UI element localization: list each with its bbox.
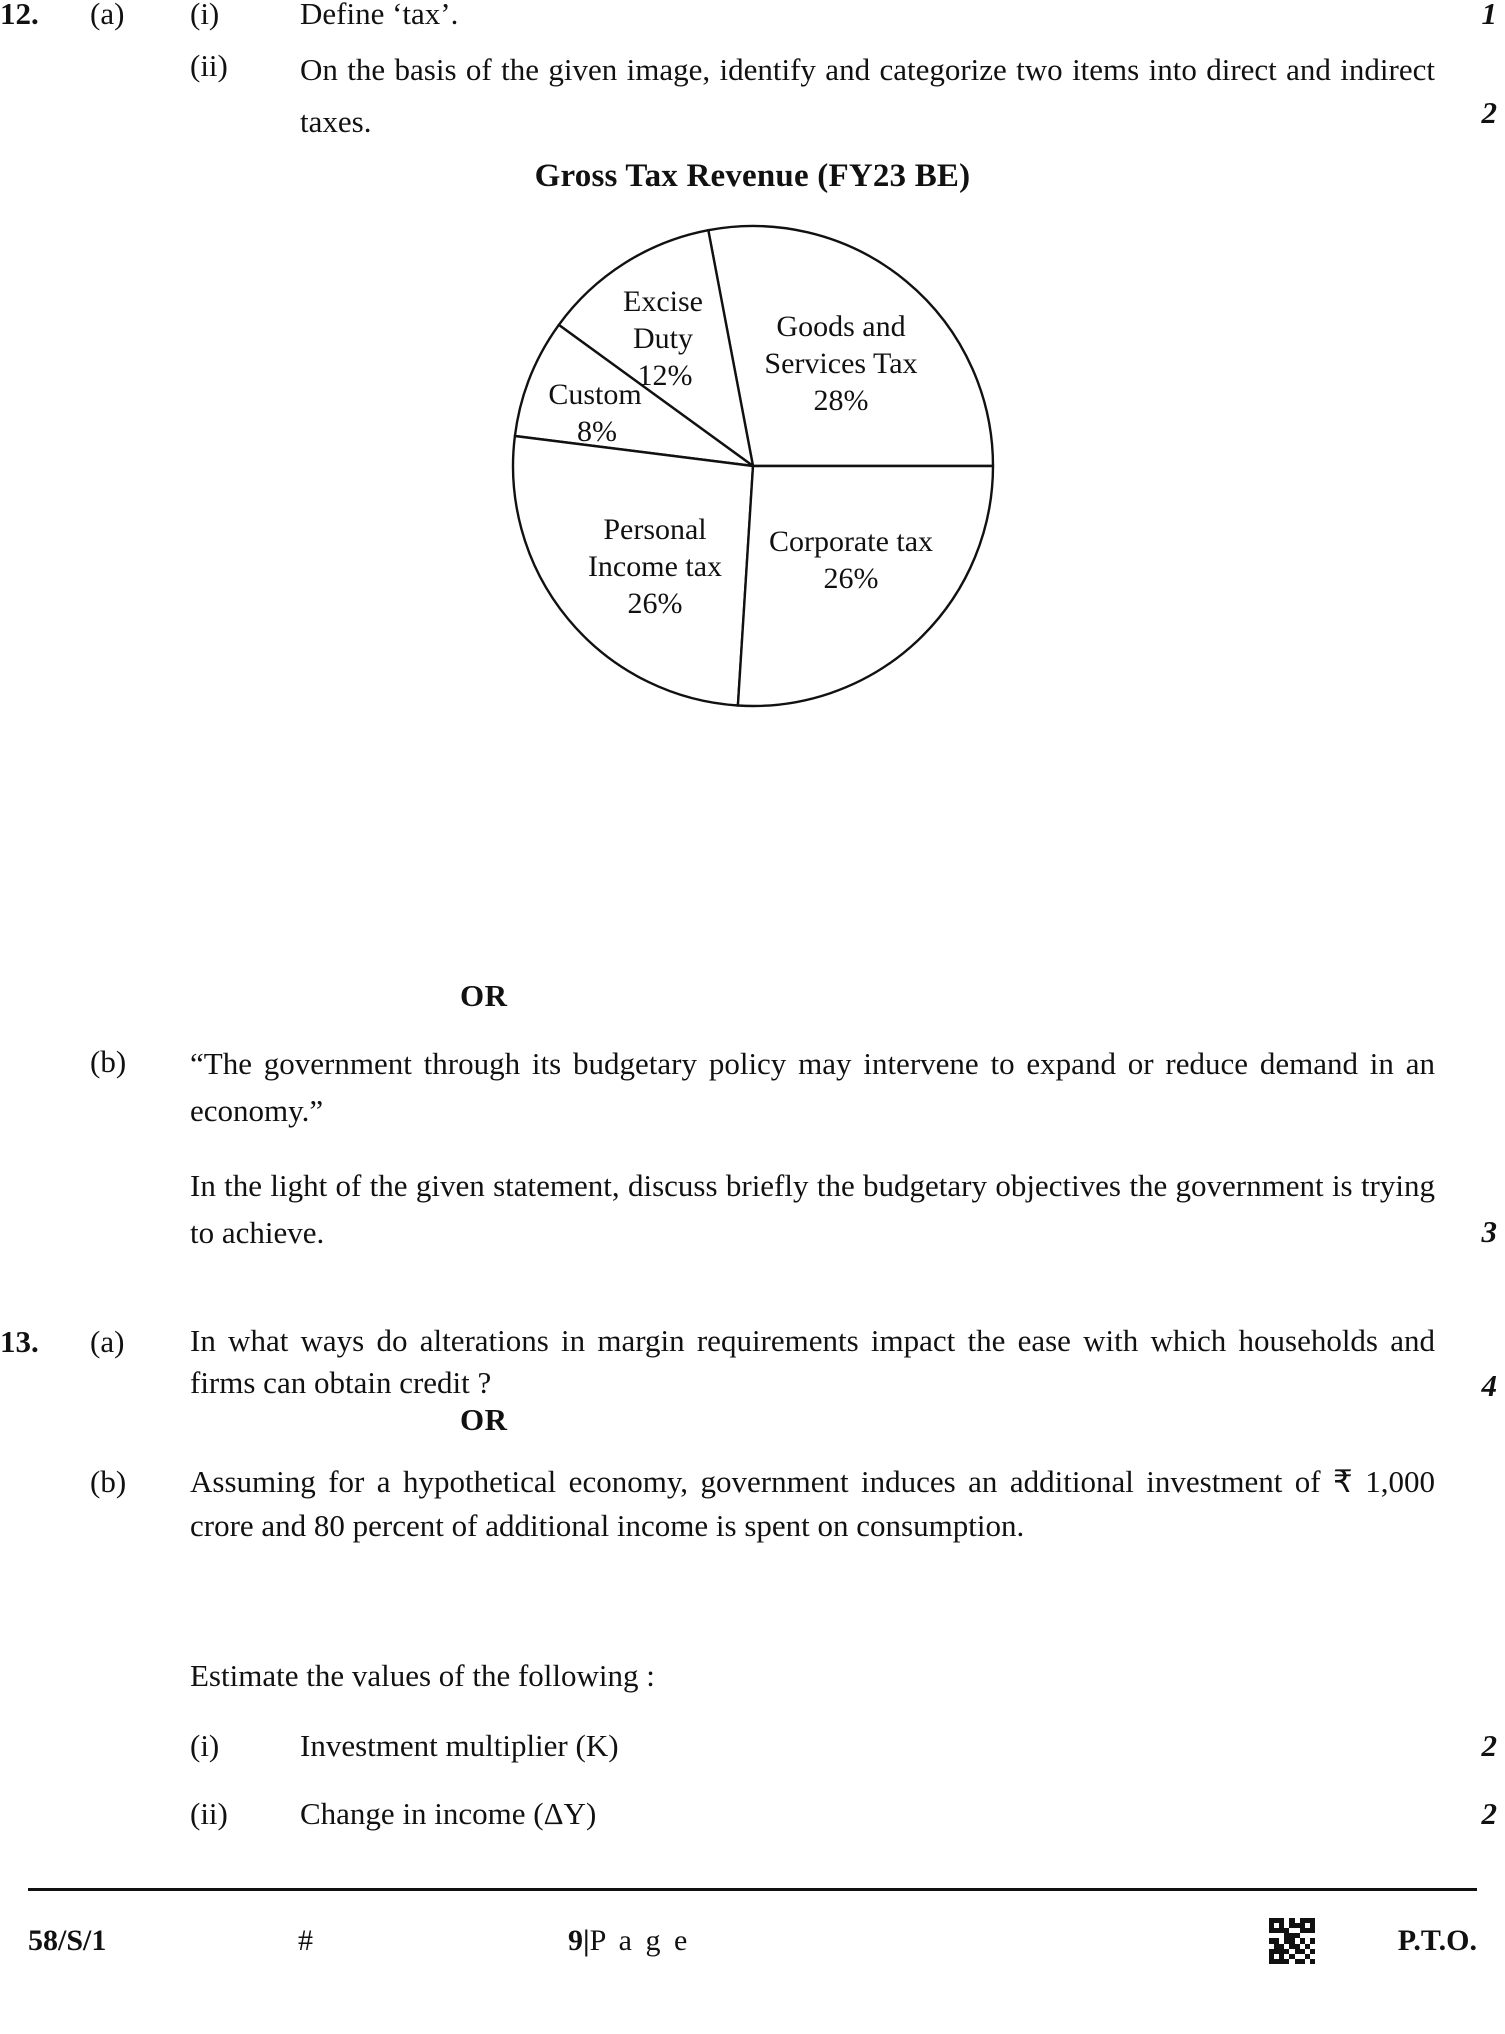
question-12-b-followup-text: In the light of the given statement, discuss briefly the budgetary objectives the government is trying to achieve. xyxy=(190,1168,1435,1251)
or-separator-1: OR xyxy=(460,978,508,1013)
page-footer xyxy=(28,1918,1477,1964)
question-12-a-ii xyxy=(0,44,1505,148)
question-12-b-followup xyxy=(0,1162,1505,1256)
page-number: 9 xyxy=(568,1924,583,1957)
pie-slice-goods-and-services-tax xyxy=(708,226,993,466)
page-separator: | xyxy=(583,1924,590,1957)
pto-label: P.T.O. xyxy=(1397,1924,1477,1957)
chart-title: Gross Tax Revenue (FY23 BE) xyxy=(534,158,971,194)
label-gst-line1: Goods and xyxy=(775,310,906,343)
question-13-b xyxy=(0,1460,1505,1548)
marks-12-a-i: 1 xyxy=(1481,0,1497,31)
question-13-b-prompt xyxy=(0,1654,1505,1699)
question-13-a xyxy=(0,1320,1505,1409)
question-number-13: 13. xyxy=(0,1324,39,1359)
question-12-b-quote: “The government through its budgetary policy may intervene to expand or reduce demand in an economy.” xyxy=(190,1046,1435,1129)
item-sub-ii: (ii) xyxy=(190,1796,228,1831)
marks-12-a-ii: 2 xyxy=(1481,95,1497,130)
question-12-a-i-text: Define ‘tax’. xyxy=(300,0,459,31)
question-13-b-item-ii xyxy=(0,1792,1505,1837)
item-ii-text: Change in income (ΔY) xyxy=(300,1796,597,1831)
question-12-a-i xyxy=(0,0,1505,37)
question-sub-i: (i) xyxy=(190,0,220,31)
question-13-part-b: (b) xyxy=(90,1464,127,1499)
question-13-a-text: In what ways do alterations in margin requirements impact the ease with which households and firms can obtain credit ? xyxy=(190,1323,1435,1401)
question-13-b-text: Assuming for a hypothetical economy, government induces an additional investment of ₹ 1,000 crore and 80 percent of additional income is spent on consumption. xyxy=(190,1464,1435,1544)
question-12-b xyxy=(0,1040,1505,1134)
page-indicator xyxy=(528,1924,1257,1958)
or-separator-2: OR xyxy=(460,1402,508,1437)
question-part-a: (a) xyxy=(90,0,125,31)
question-13-b-item-i xyxy=(0,1724,1505,1769)
paper-code: 58/S/1 xyxy=(28,1924,107,1957)
label-personal-line2: Income tax xyxy=(587,550,722,583)
question-13-part-a: (a) xyxy=(90,1324,125,1359)
label-excise-value: 12% xyxy=(637,359,692,392)
question-part-b: (b) xyxy=(90,1044,127,1079)
marks-13-b-i: 2 xyxy=(1481,1728,1497,1763)
pie-chart-container xyxy=(0,201,1505,731)
qr-code-wrapper xyxy=(1257,1918,1327,1964)
marks-13-a: 4 xyxy=(1481,1368,1497,1403)
hash-mark: # xyxy=(298,1924,313,1957)
item-sub-i: (i) xyxy=(190,1728,220,1763)
gross-tax-revenue-chart xyxy=(0,158,1505,731)
label-personal-value: 26% xyxy=(627,587,682,620)
item-i-text: Investment multiplier (K) xyxy=(300,1728,619,1763)
label-excise-line2: Duty xyxy=(632,322,693,355)
question-sub-ii: (ii) xyxy=(190,48,228,83)
label-gst-value: 28% xyxy=(813,384,868,417)
marks-12-b: 3 xyxy=(1481,1214,1497,1249)
label-custom-value: 8% xyxy=(576,415,617,448)
question-number-12: 12. xyxy=(0,0,39,31)
question-13-b-prompt-text: Estimate the values of the following : xyxy=(190,1658,655,1693)
footer-divider xyxy=(28,1888,1477,1891)
qr-code-icon xyxy=(1269,1918,1315,1964)
label-personal-line1: Personal xyxy=(602,513,707,546)
label-corporate-line1: Corporate tax xyxy=(768,525,933,558)
label-custom-line1: Custom xyxy=(547,378,642,411)
label-corporate-value: 26% xyxy=(823,562,878,595)
question-12-a-ii-text: On the basis of the given image, identify and categorize two items into direct and indirect taxes. xyxy=(300,52,1435,140)
label-excise-line1: Excise xyxy=(622,285,703,318)
marks-13-b-ii: 2 xyxy=(1481,1796,1497,1831)
label-gst-line2: Services Tax xyxy=(763,347,918,380)
page-word: P a g e xyxy=(589,1924,691,1957)
pie-chart-svg xyxy=(493,201,1013,731)
